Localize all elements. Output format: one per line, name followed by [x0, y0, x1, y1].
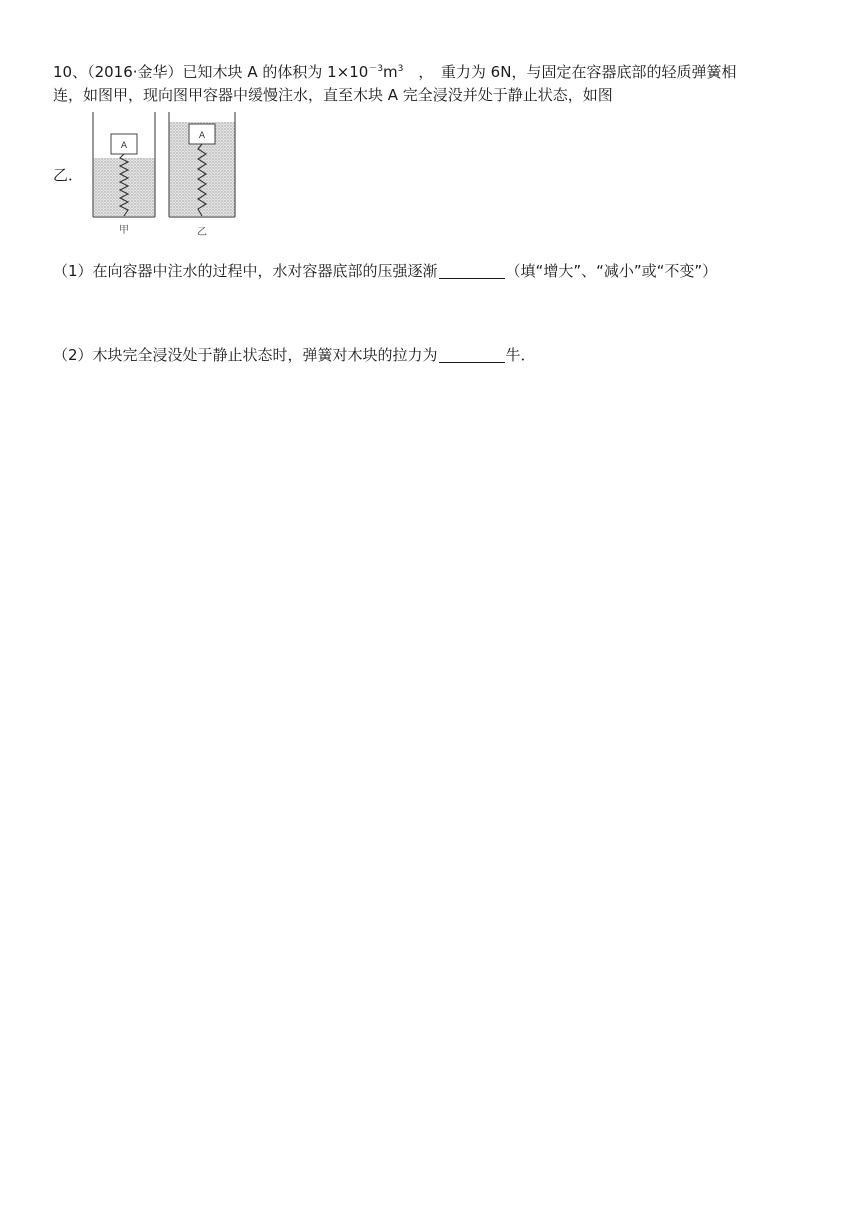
unit: m [383, 63, 398, 81]
sub-question-1-prefix: （1）在向容器中注水的过程中，水对容器底部的压强逐渐 [53, 262, 438, 280]
container-figure [89, 110, 249, 238]
figure-lead-text: 乙． [53, 166, 84, 184]
answer-blank-2[interactable] [439, 346, 505, 363]
question-number: 10、 [53, 63, 88, 81]
water-jia [93, 158, 155, 216]
question-line-1 [53, 56, 823, 85]
block-label-jia: A [120, 141, 128, 151]
question-line-2: 连，如图甲，现向图甲容器中缓慢注水，直至木块 A 完全浸没并处于静止状态，如图 [53, 86, 613, 104]
answer-blank-1[interactable] [439, 262, 505, 279]
container-jia [93, 112, 155, 236]
caption-jia: 甲 [119, 225, 129, 236]
exponent: －3 [368, 64, 384, 74]
figure-row [53, 110, 453, 240]
sub-question-2-suffix: 牛． [505, 346, 536, 364]
sub-question-1 [53, 258, 717, 284]
container-yi [169, 112, 235, 238]
caption-yi: 乙 [197, 227, 207, 238]
question-text-a: 已知木块 A 的体积为 1×10 [182, 63, 369, 81]
sub-question-2-prefix: （2）木块完全浸没处于静止状态时，弹簧对木块的拉力为 [53, 346, 438, 364]
sub-question-2 [53, 342, 536, 368]
unit-exponent: 3 [397, 64, 404, 74]
question-source: （2016·金华） [87, 63, 183, 81]
question-text-b: ， 重力为 6N，与固定在容器底部的轻质弹簧相 [403, 63, 737, 81]
block-label-yi: A [198, 131, 206, 141]
sub-question-1-suffix: （填“增大”、“减小”或“不变”） [505, 262, 718, 280]
